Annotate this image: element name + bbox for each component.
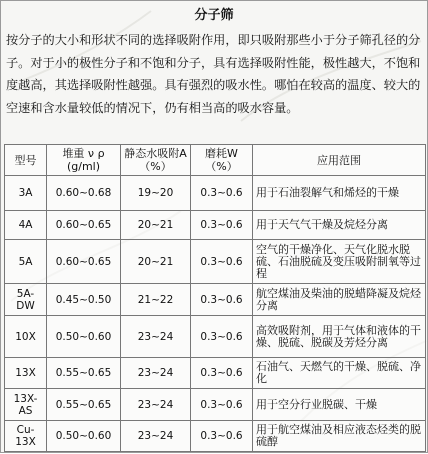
cell-model: 13X (5, 358, 47, 389)
cell-density: 0.55~0.65 (47, 358, 121, 389)
cell-density: 0.60~0.68 (47, 176, 121, 211)
cell-wear: 0.3~0.6 (191, 176, 253, 211)
cell-model: 13X-AS (5, 389, 47, 421)
cell-application: 用于天气气干燥及烷烃分离 (253, 211, 426, 240)
cell-model: 5A (5, 240, 47, 284)
cell-model: 5A-DW (5, 284, 47, 316)
table-row (5, 176, 426, 211)
cell-application: 空气的干燥净化、天气化脱水脱硫、石油脱硫及变压吸附制氧等过程 (253, 240, 426, 284)
header-application: 应用范围 (253, 145, 426, 176)
cell-adsorption: 20~21 (121, 211, 191, 240)
cell-model: 3A (5, 176, 47, 211)
cell-adsorption: 19~20 (121, 176, 191, 211)
cell-wear: 0.3~0.6 (191, 316, 253, 358)
cell-application: 石油气、天燃气的干燥、脱硫、净化 (253, 358, 426, 389)
table-row (5, 240, 426, 284)
cell-wear: 0.3~0.6 (191, 358, 253, 389)
cell-density: 0.50~0.60 (47, 316, 121, 358)
cell-adsorption: 23~24 (121, 358, 191, 389)
cell-density: 0.45~0.50 (47, 284, 121, 316)
table-row (5, 211, 426, 240)
molecular-sieve-table (4, 144, 426, 452)
cell-model: Cu-13X (5, 421, 47, 452)
cell-adsorption: 20~21 (121, 240, 191, 284)
cell-application: 航空煤油及柴油的脱蜡降凝及烷烃分离 (253, 284, 426, 316)
cell-application: 用于航空煤油及相应液态烃类的脱硫醇 (253, 421, 426, 452)
cell-adsorption: 23~24 (121, 389, 191, 421)
header-adsorption: 静态水吸附A（%） (121, 145, 191, 176)
table-row (5, 421, 426, 452)
cell-adsorption: 23~24 (121, 421, 191, 452)
cell-adsorption: 23~24 (121, 316, 191, 358)
cell-wear: 0.3~0.6 (191, 240, 253, 284)
table-row (5, 316, 426, 358)
cell-density: 0.50~0.60 (47, 421, 121, 452)
cell-application: 高效吸附剂，用于气体和液体的干燥、脱硫、脱碳及芳烃分离 (253, 316, 426, 358)
cell-density: 0.60~0.65 (47, 240, 121, 284)
cell-application: 用于石油裂解气和烯烃的干燥 (253, 176, 426, 211)
header-wear: 磨耗W（%） (191, 145, 253, 176)
cell-adsorption: 21~22 (121, 284, 191, 316)
header-model: 型号 (5, 145, 47, 176)
cell-wear: 0.3~0.6 (191, 211, 253, 240)
cell-wear: 0.3~0.6 (191, 284, 253, 316)
cell-model: 4A (5, 211, 47, 240)
cell-wear: 0.3~0.6 (191, 421, 253, 452)
cell-density: 0.55~0.65 (47, 389, 121, 421)
cell-application: 用于空分行业脱碳、干燥 (253, 389, 426, 421)
header-density: 堆重 ν ρ (g/ml) (47, 145, 121, 176)
table-row (5, 284, 426, 316)
description-paragraph: 按分子的大小和形状不同的选择吸附作用，即只吸附那些小于分子筛孔径的分子。对于小的极性分子和不饱和分子，具有选择吸附性能，极性越大，不饱和度越高，其选择吸附性越强。具有强烈的吸水性。哪怕在较高的温度、较大的空速和含水量较低的情况下，仍有相当高的吸水容量。 (6, 33, 421, 115)
table-row (5, 389, 426, 421)
cell-wear: 0.3~0.6 (191, 389, 253, 421)
table-header-row (5, 145, 426, 176)
cell-model: 10X (5, 316, 47, 358)
cell-density: 0.60~0.65 (47, 211, 121, 240)
page-title: 分子筛 (194, 8, 234, 23)
table-row (5, 358, 426, 389)
